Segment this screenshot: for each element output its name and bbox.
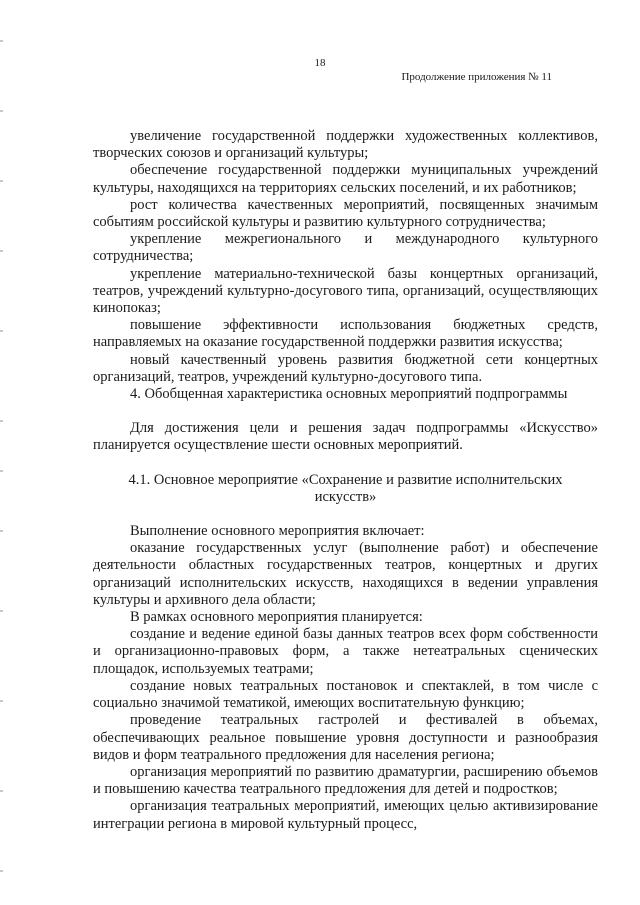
paragraph: укрепление материально-технической базы концертных организаций, театров, учреждений культурно-досугового типа, организаций, осуществляющих кинопоказ; — [93, 265, 598, 317]
scan-edge-marks — [0, 0, 2, 905]
scan-edge-mark — [0, 110, 3, 112]
scan-edge-mark — [0, 470, 3, 472]
appendix-note: Продолжение приложения № 11 — [401, 71, 552, 83]
paragraph: новый качественный уровень развития бюджетной сети концертных организаций, театров, учреждений культурно-досугового типа. — [93, 351, 598, 385]
scan-edge-mark — [0, 790, 3, 792]
scan-edge-mark — [0, 870, 3, 872]
paragraph: обеспечение государственной поддержки муниципальных учреждений культуры, находящихся на территориях сельских поселений, и их работников; — [93, 162, 598, 196]
paragraph: оказание государственных услуг (выполнение работ) и обеспечение деятельности областных государственных театров, концертных и других организаций исполнительских искусств, находящихся в ведении управления культуры и архивного дела области; — [93, 540, 598, 608]
subsection-heading-4-1: 4.1. Основное мероприятие «Сохранение и развитие исполнительских искусств» — [128, 471, 563, 505]
scan-edge-mark — [0, 530, 3, 532]
paragraph: создание и ведение единой базы данных театров всех форм собственности и организационно-правовых форм, а также нетеатральных сценических площадок, используемых театрами; — [93, 626, 598, 677]
paragraph: организация мероприятий по развитию драматургии, расширению объемов и повышению качества театрального предложения для детей и подростков; — [93, 763, 598, 798]
paragraph: повышение эффективности использования бюджетных средств, направляемых на оказание государственной поддержки развития искусства; — [93, 317, 598, 351]
scan-edge-mark — [0, 330, 3, 332]
paragraph: укрепление межрегионального и международного культурного сотрудничества; — [93, 231, 598, 265]
page-number: 18 — [314, 57, 326, 69]
paragraph: создание новых театральных постановок и спектаклей, в том числе с социально значимой тематикой, имеющих воспитательную функцию; — [93, 677, 598, 712]
paragraph: организация театральных мероприятий, имеющих целью активизирование интеграции региона в мировой культурный процесс, — [93, 798, 598, 832]
paragraph: проведение театральных гастролей и фестивалей в объемах, обеспечивающих реальное повышение уровня доступности и разнообразия видов и форм театрального предложения для населения региона; — [93, 712, 598, 763]
paragraph: рост количества качественных мероприятий, посвященных значимым событиям российской культуры и развитию культурного сотрудничества; — [93, 196, 598, 231]
document-body — [93, 128, 598, 833]
scan-edge-mark — [0, 180, 3, 182]
scan-edge-mark — [0, 250, 3, 252]
scan-edge-mark — [0, 40, 3, 42]
scan-edge-mark — [0, 610, 3, 612]
paragraph: увеличение государственной поддержки художественных коллективов, творческих союзов и организаций культуры; — [93, 128, 598, 162]
scan-edge-mark — [0, 700, 3, 702]
section-heading-4: 4. Обобщенная характеристика основных мероприятий подпрограммы — [130, 386, 568, 403]
paragraph: Выполнение основного мероприятия включает: — [130, 523, 425, 540]
paragraph: Для достижения цели и решения задач подпрограммы «Искусство» планируется осуществление шести основных мероприятий. — [93, 420, 598, 454]
paragraph: В рамках основного мероприятия планируется: — [130, 609, 423, 626]
scan-edge-mark — [0, 420, 3, 422]
